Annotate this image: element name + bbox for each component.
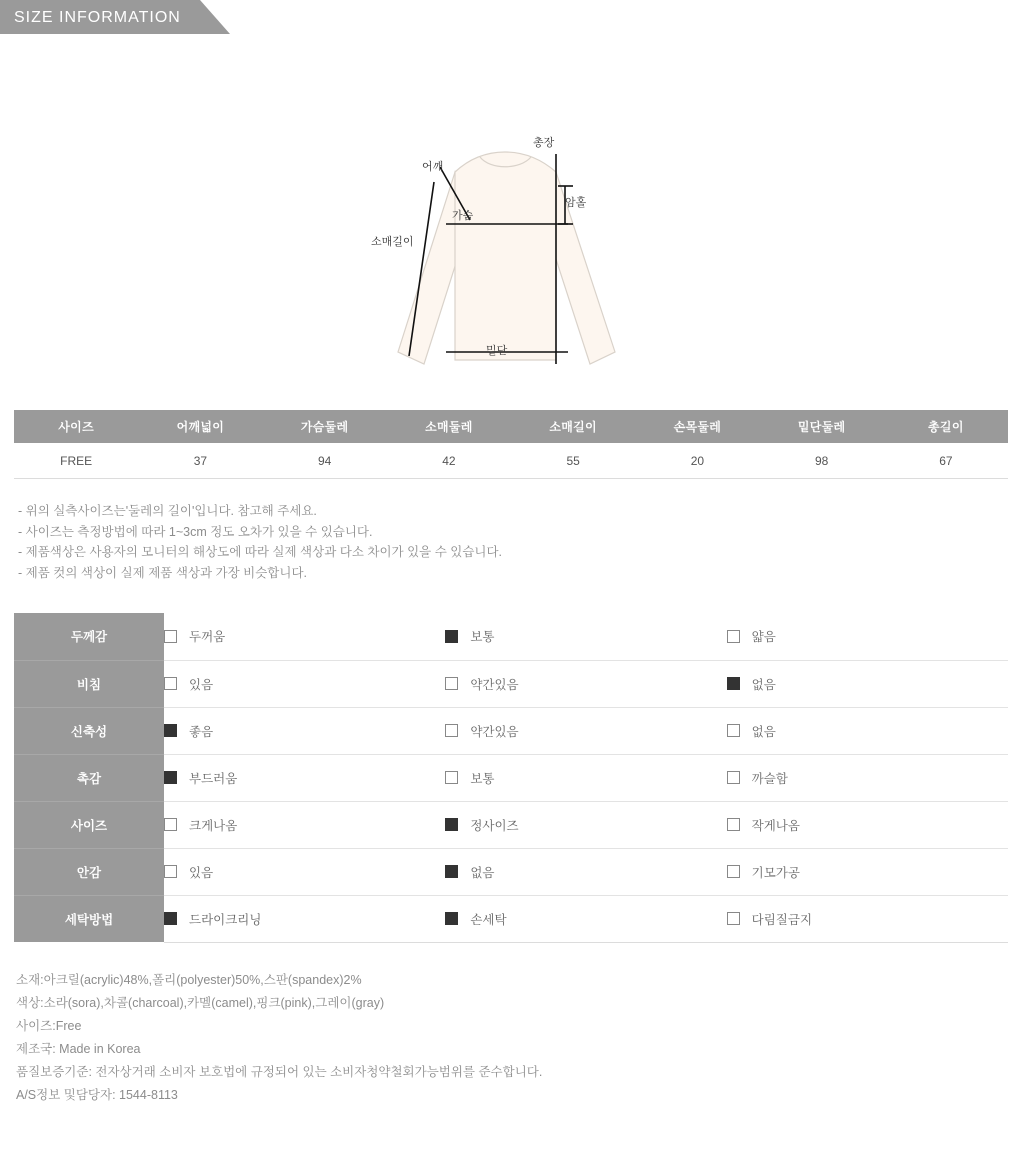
size-table-header-cell: 소매길이 [511,410,635,443]
checkbox-checked-icon[interactable] [445,818,458,831]
page-title: SIZE INFORMATION [14,9,181,26]
feature-option[interactable] [727,801,1008,848]
feature-option-label: 드라이크리닝 [189,912,262,927]
feature-option[interactable] [164,754,445,801]
checkbox-unchecked-icon[interactable] [164,677,177,690]
feature-row-elasticity [14,707,1008,754]
checkbox-unchecked-icon[interactable] [445,677,458,690]
note-line: - 제품색상은 사용자의 모니터의 해상도에 따라 실제 색상과 다소 차이가 있을 수 있습니다. [18,545,503,559]
feature-option[interactable] [445,848,726,895]
feature-option[interactable] [445,754,726,801]
diagram-label-chest: 가슴 [452,210,474,222]
feature-option-label: 보통 [470,771,495,786]
feature-option[interactable] [445,707,726,754]
diagram-label-hem: 밑단 [486,345,508,357]
info-line-as-contact: A/S정보 및담당자: 1544-8113 [16,1087,178,1102]
feature-option[interactable] [727,895,1008,942]
feature-option-label: 부드러움 [189,771,238,786]
size-table-header-cell: 가슴둘레 [263,410,387,443]
info-line-origin: 제조국: Made in Korea [16,1041,141,1056]
diagram-label-shoulder: 어깨 [422,161,444,173]
feature-row-sheerness [14,660,1008,707]
feature-option[interactable] [445,613,726,660]
table-row [14,443,1008,479]
checkbox-checked-icon[interactable] [164,912,177,925]
product-info-list [16,969,1022,1107]
checkbox-checked-icon[interactable] [727,677,740,690]
feature-label: 안감 [14,848,164,895]
checkbox-checked-icon[interactable] [164,724,177,737]
size-table-header-row [14,410,1008,443]
feature-label: 신축성 [14,707,164,754]
size-notes [18,501,1022,583]
checkbox-checked-icon[interactable] [445,865,458,878]
feature-option-label: 있음 [189,865,214,880]
checkbox-unchecked-icon[interactable] [445,771,458,784]
feature-option[interactable] [727,707,1008,754]
diagram-label-total-length: 총장 [533,137,555,149]
feature-option-label: 작게나옴 [751,818,800,833]
checkbox-unchecked-icon[interactable] [727,865,740,878]
note-line: - 위의 실측사이즈는'둘레의 길이'입니다. 참고해 주세요. [18,504,317,518]
sweater-illustration [0,34,1022,384]
feature-option[interactable] [164,801,445,848]
checkbox-unchecked-icon[interactable] [164,865,177,878]
size-measurement-table [14,410,1008,479]
info-line-colors: 색상:소라(sora),차콜(charcoal),카멜(camel),핑크(pink),그레이(gray) [16,995,385,1010]
info-line-warranty: 품질보증기준: 전자상거래 소비자 보호법에 규정되어 있는 소비자청약철회가능범위를 준수합니다. [16,1064,543,1079]
feature-option-label: 기모가공 [751,865,800,880]
feature-option-label: 정사이즈 [470,818,519,833]
checkbox-checked-icon[interactable] [445,912,458,925]
feature-option[interactable] [164,660,445,707]
feature-option-label: 까슬함 [751,771,788,786]
feature-row-thickness [14,613,1008,660]
feature-option-label: 손세탁 [470,912,507,927]
section-header [0,0,1022,34]
fabric-feature-table [14,613,1008,943]
checkbox-unchecked-icon[interactable] [445,724,458,737]
feature-label: 두께감 [14,613,164,660]
size-table-header-cell: 손목둘레 [635,410,759,443]
feature-option[interactable] [727,660,1008,707]
feature-option-label: 없음 [751,724,776,739]
checkbox-unchecked-icon[interactable] [727,818,740,831]
feature-option[interactable] [164,613,445,660]
size-table-cell: 55 [511,443,635,479]
note-line: - 사이즈는 측정방법에 따라 1~3cm 정도 오차가 있을 수 있습니다. [18,524,373,539]
feature-option-label: 크게나옴 [189,818,238,833]
garment-measurement-diagram [0,34,1022,384]
feature-row-size [14,801,1008,848]
feature-option[interactable] [727,754,1008,801]
feature-option-label: 약간있음 [470,724,519,739]
feature-row-washing [14,895,1008,942]
size-table-header-cell: 밑단둘레 [760,410,884,443]
size-table-cell: 37 [138,443,262,479]
feature-option-label: 없음 [751,677,776,692]
size-table-header-cell: 사이즈 [14,410,138,443]
info-line-material: 소재:아크릴(acrylic)48%,폴리(polyester)50%,스판(spandex)2% [16,972,362,987]
size-table-cell: 98 [760,443,884,479]
checkbox-unchecked-icon[interactable] [727,771,740,784]
checkbox-checked-icon[interactable] [164,771,177,784]
feature-label: 사이즈 [14,801,164,848]
feature-label: 세탁방법 [14,895,164,942]
feature-option[interactable] [445,801,726,848]
info-line-size: 사이즈:Free [16,1018,82,1033]
feature-option[interactable] [727,848,1008,895]
size-table-cell: FREE [14,443,138,479]
feature-row-lining [14,848,1008,895]
feature-label: 비침 [14,660,164,707]
size-table-header-cell: 소매둘레 [387,410,511,443]
feature-option-label: 없음 [470,865,495,880]
checkbox-unchecked-icon[interactable] [727,630,740,643]
feature-option-label: 좋음 [189,724,214,739]
diagram-label-sleeve-length: 소매길이 [371,236,414,248]
note-line: - 제품 컷의 색상이 실제 제품 색상과 가장 비슷합니다. [18,565,307,580]
checkbox-unchecked-icon[interactable] [164,818,177,831]
feature-option[interactable] [445,660,726,707]
feature-option-label: 얇음 [751,630,776,645]
feature-option[interactable] [727,613,1008,660]
feature-option-label: 약간있음 [470,677,519,692]
feature-label: 촉감 [14,754,164,801]
feature-row-texture [14,754,1008,801]
feature-option[interactable] [164,707,445,754]
checkbox-unchecked-icon[interactable] [727,724,740,737]
diagram-label-armhole: 암홀 [565,197,587,209]
feature-option[interactable] [445,895,726,942]
size-table-cell: 20 [635,443,759,479]
feature-option[interactable] [164,848,445,895]
feature-option-label: 다림질금지 [751,912,813,927]
feature-option-label: 두꺼움 [189,630,226,645]
feature-option-label: 있음 [189,677,214,692]
size-table-cell: 42 [387,443,511,479]
checkbox-checked-icon[interactable] [445,630,458,643]
size-table-header-cell: 총길이 [884,410,1008,443]
size-table-cell: 67 [884,443,1008,479]
size-table-header-cell: 어깨넓이 [138,410,262,443]
feature-option[interactable] [164,895,445,942]
size-table-cell: 94 [263,443,387,479]
checkbox-unchecked-icon[interactable] [164,630,177,643]
checkbox-unchecked-icon[interactable] [727,912,740,925]
feature-option-label: 보통 [470,630,495,645]
